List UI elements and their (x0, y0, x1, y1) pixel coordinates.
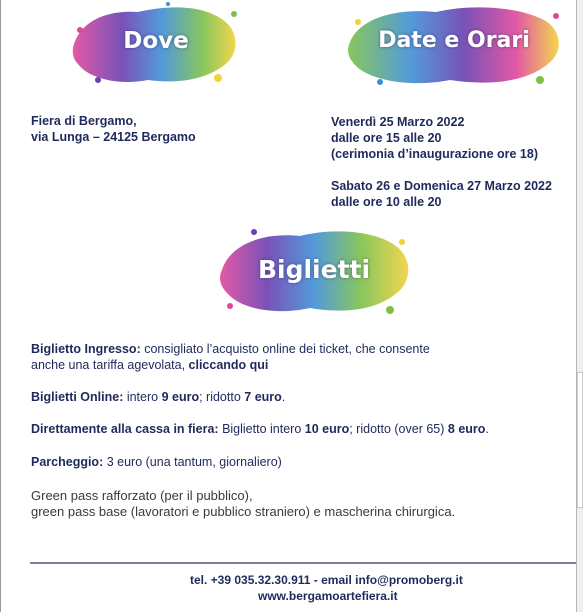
online-text: . (281, 390, 286, 404)
scrollbar-thumb[interactable] (577, 372, 583, 508)
parcheggio-text: 3 euro (una tantum, giornaliero) (103, 455, 282, 469)
dove-title: Dove (123, 28, 189, 54)
parcheggio-line (31, 454, 282, 470)
date-venerdi: Venerdì 25 Marzo 2022 (331, 115, 465, 129)
scrollbar-track[interactable] (577, 0, 583, 612)
online-text: ; ridotto (199, 390, 245, 404)
online-ridotto-price: 7 euro (244, 390, 282, 404)
date-orari-title: Date e Orari (378, 28, 530, 53)
biglietto-ingresso-line2 (31, 357, 268, 373)
online-intero-price: 9 euro (161, 390, 200, 404)
footer-website[interactable]: www.bergamoartefiera.it (258, 589, 398, 603)
footer-contacts: tel. +39 035.32.30.911 - email info@promoberg.it (190, 573, 463, 587)
biglietto-ingresso-text: consigliato l’acquisto online dei ticket, che consente (140, 342, 430, 356)
date-sabato-hours: dalle ore 10 alle 20 (331, 195, 442, 209)
cassa-text: . (485, 422, 489, 436)
date-venerdi-hours: dalle ore 15 alle 20 (331, 131, 442, 145)
parcheggio-label: Parcheggio: (31, 455, 104, 469)
biglietto-ingresso-line1 (31, 341, 430, 357)
green-pass-line2: green pass base (lavoratori e pubblico straniero) e mascherina chirurgica. (31, 504, 456, 519)
date-orari-header-splash (340, 0, 568, 92)
footer-divider (30, 562, 576, 564)
biglietti-online-label: Biglietti Online: (31, 390, 124, 404)
cliccando-qui-link[interactable]: cliccando qui (188, 358, 269, 372)
biglietto-ingresso-text2: anche una tariffa agevolata, (31, 358, 189, 372)
dove-header-splash (68, 0, 244, 92)
biglietto-ingresso-label: Biglietto Ingresso: (31, 342, 141, 356)
page-left-border (0, 0, 1, 612)
biglietti-title: Biglietti (257, 255, 371, 284)
biglietti-header-splash (214, 222, 414, 320)
cassa-intero-price: 10 euro (304, 422, 350, 436)
cassa-text: ; ridotto (over 65) (349, 422, 448, 436)
online-text: intero (123, 390, 162, 404)
dove-address-line2: via Lunga – 24125 Bergamo (31, 130, 196, 144)
dove-address-line1: Fiera di Bergamo, (31, 114, 137, 128)
cassa-ridotto-price: 8 euro (447, 422, 486, 436)
cassa-text: Biglietto intero (218, 422, 305, 436)
cassa-line (31, 421, 489, 437)
green-pass-line1: Green pass rafforzato (per il pubblico), (31, 488, 253, 503)
date-cerimonia: (cerimonia d’inaugurazione ore 18) (331, 147, 538, 161)
cassa-label: Direttamente alla cassa in fiera: (31, 422, 219, 436)
biglietti-online-line (31, 389, 285, 405)
date-sabato-domenica: Sabato 26 e Domenica 27 Marzo 2022 (331, 179, 552, 193)
